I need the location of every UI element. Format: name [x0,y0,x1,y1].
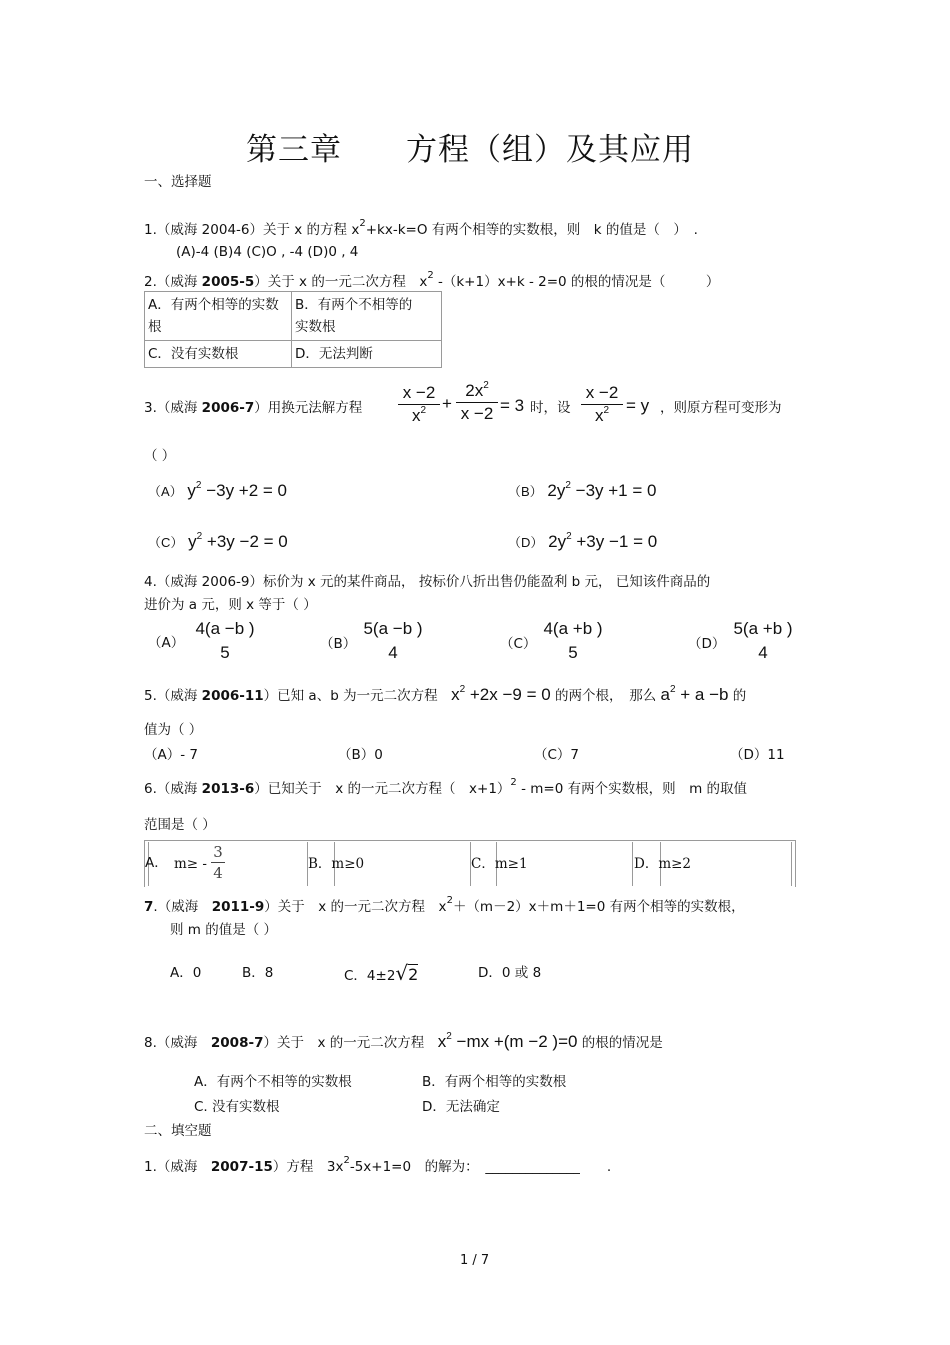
option-b: （B）0 [338,747,383,763]
divider [791,842,792,886]
equals-y: = y [626,396,650,415]
question-3-option-c: （C） $y^2 +3y -2 = 0$ [148,531,288,551]
question-4-stem-b: 进价为 a 元，则 x 等于（ ） [144,597,317,613]
option-c: （C）7 [534,747,580,763]
question-1-options: (A)-4 (B)4 (C)O , -4 (D)0 , 4 [176,244,359,260]
option-d: （D）11 [730,747,785,763]
question-8-stem: 8.（威海 2008-7）关于 x 的一元二次方程 $x^2 -mx +(m -2$ )=0 的根的情况是 [144,1031,663,1051]
question-7-stem-a: 7.（威海 2011-9）关于 x 的一元二次方程 $x^2+(m-2)x+m+1=0$ 有两个相等的实数根， [144,895,745,915]
question-1-stem: 1.（威海 2004-6）关于 x 的方程 $x^2+kx-k=O$ 有两个相等的实数根，则 k 的值是（ ） . [144,218,698,238]
question-3-option-a: （A） $y^2 -3y +2 = 0$ [148,480,288,500]
section-heading: 二、填空题 [144,1123,212,1139]
question-4-stem-a: 4.（威海 2006-9）标价为 x 元的某件商品， 按标价八折出售仍能盈利 b 元， 已知该件商品的 [144,574,711,590]
fill-1-stem: 1.（威海 2007-15）方程 $3x^2-5x+1=0$ 的解为： ______________ . [144,1155,612,1175]
question-6-stem-b: 范围是（ ） [144,817,216,833]
question-3-option-d: （D） $2y^2 +3y -1 = 0$ [508,531,658,551]
question-3-blank: （ ） [144,448,176,464]
question-7-stem-b: 则 m 的值是（ ） [170,922,278,938]
option-d: D．0 或 8 [478,965,542,981]
option-c: C．没有实数根 [145,341,292,368]
section-heading: 一、选择题 [144,174,212,190]
question-2-stem: 2.（威海 2005-5）关于 x 的一元二次方程 $x^2$ -（k+1）x+k - 2=0 的根的情况是（ ） [144,270,720,290]
question-2-options-table [144,291,442,368]
option-a: A．有两个相等的实数根 [145,292,292,341]
option-a-value: m≥ - [174,856,207,872]
equals-three: = 3 [500,396,525,415]
option-fraction: 5(a −b ) 4 [363,619,423,662]
question-6-stem-a: 6.（威海 2013-6）已知关于 x 的一元二次方程（ x+1）$^2$ - m=0 有两个实数根，则 m 的取值 [144,777,748,797]
option-a-label: A． [145,855,168,871]
option-d: D．无法确定 [422,1099,500,1115]
fraction: x −2 $x^2$ [398,383,440,426]
option-a: A．有两个不相等的实数根 [194,1074,352,1090]
question-3-stem-a: 3.（威海 2006-7）用换元法解方程 [144,400,363,416]
fraction: x −2 $x^2$ [581,383,623,426]
page-title: 第三章 方程（组）及其应用 [246,132,694,168]
option-b: B．8 [242,965,274,981]
option-b: B．有两个相等的实数根 [422,1074,567,1090]
option-label: （B） [320,636,357,652]
option-fraction: 4(a −b ) 5 [195,619,255,662]
option-label: （D） [688,636,726,652]
option-label: （A） [148,635,185,651]
question-3-stem-b: 时，设 [530,400,571,416]
fraction: 3 4 [211,843,225,882]
option-label: （C） [500,636,537,652]
option-c: C. 没有实数根 [194,1099,280,1115]
question-5-stem-b: 值为（ ） [144,722,203,738]
option-a: A．0 [170,965,202,981]
question-3-stem-c: ，则原方程可变形为 [660,400,782,416]
option-c: C．4±2√2 [344,961,419,985]
option-d: D．m≥2 [634,856,692,872]
question-3-option-b: （B） $2y^2 -3y +1 = 0$ [508,480,657,500]
option-d: D．无法判断 [292,341,442,368]
divider [632,842,633,886]
plus-sign: + [442,394,452,413]
option-b: B．m≥0 [308,856,365,872]
page-number: 1 / 7 [460,1253,490,1268]
option-a: （A）- 7 [144,747,198,763]
option-fraction: 4(a +b ) 5 [543,619,603,662]
option-fraction: 5(a +b ) 4 [733,619,793,662]
fraction: $2x^2$ x −2 [456,381,498,424]
option-b: B．有两个不相等的实数根 [292,292,442,341]
question-5-stem-a: 5.（威海 2006-11）已知 a、b 为一元二次方程 $x^2 +2x -9 = 0$ 的两个根， 那么 $a^2 + a -b$ 的 [144,684,747,704]
option-c: C．m≥1 [471,856,528,872]
